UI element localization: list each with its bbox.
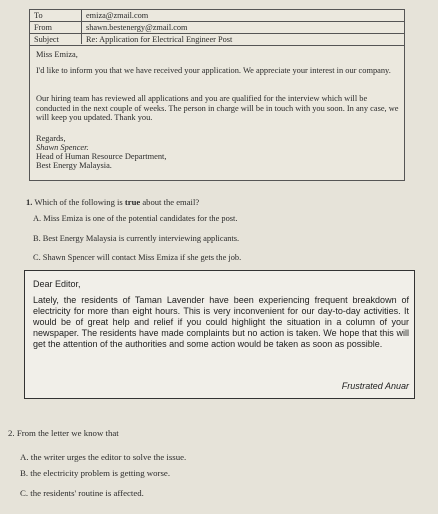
email-paragraph-1: I'd like to inform you that we have received your application. We appreciate your interest in our company. (36, 66, 391, 75)
question-1-text-before: Which of the following is (34, 197, 125, 207)
question-2 (8, 428, 119, 438)
question-1-text-after: about the email? (140, 197, 200, 207)
email-header (30, 10, 404, 46)
option-text: Best Energy Malaysia is currently interviewing applicants. (42, 234, 240, 243)
subject-value: Re: Application for Electrical Engineer Post (86, 35, 233, 44)
question-2-option-c[interactable] (20, 488, 144, 498)
question-1-option-c[interactable] (33, 253, 241, 262)
email-from-row (30, 22, 404, 34)
email-paragraph-2: Our hiring team has reviewed all applications and you are qualified for the interview which will be conducted in the next couple of weeks. The person in charge will be in touch with you soon. In any case, we will keep you updated. Thank you. (36, 94, 399, 123)
email-greeting: Miss Emiza, (36, 50, 78, 59)
from-value: shawn.bestenergy@zmail.com (86, 23, 188, 32)
email-sender-name: Shawn Spencer. (36, 143, 89, 152)
subject-label: Subject (34, 35, 59, 44)
question-1 (26, 197, 199, 207)
email-to-row (30, 10, 404, 22)
option-letter: A. (33, 214, 42, 223)
question-2-number: 2. (8, 428, 15, 438)
option-text: the electricity problem is getting worse. (30, 468, 171, 478)
option-text: Shawn Spencer will contact Miss Emiza if she gets the job. (42, 253, 242, 262)
from-label: From (34, 23, 52, 32)
question-1-emphasis: true (124, 197, 141, 207)
question-2-text: From the letter we know that (16, 428, 119, 438)
question-2-option-b[interactable] (20, 468, 170, 478)
to-value: emiza@zmail.com (86, 11, 149, 20)
question-1-option-a[interactable] (33, 214, 237, 223)
letter-box (24, 270, 415, 399)
email-box (29, 9, 405, 181)
question-2-option-a[interactable] (20, 452, 186, 462)
option-text: the residents' routine is affected. (30, 488, 144, 498)
email-closing: Regards, (36, 134, 66, 143)
option-letter: C. (33, 253, 41, 262)
option-text: the writer urges the editor to solve the issue. (30, 452, 187, 462)
option-letter: B. (33, 234, 41, 243)
letter-greeting: Dear Editor, (33, 279, 81, 289)
letter-signature: Frustrated Anuar (341, 381, 409, 391)
email-subject-row (30, 34, 404, 46)
email-sender-title: Head of Human Resource Department, (36, 152, 167, 161)
option-text: Miss Emiza is one of the potential candidates for the post. (43, 214, 238, 223)
option-letter: B. (20, 468, 29, 478)
option-letter: A. (20, 452, 29, 462)
letter-body: Lately, the residents of Taman Lavender have been experiencing frequent breakdown of electricity for more than eight hours. This is very inconvenient for our day-to-day activities. It would be of great help and relief if you could highlight the situation in a column of your newspaper. The residents have made complaints but no action is taken. We hope that this will get the attention of the authorities and some action would be taken as soon as possible. (33, 295, 409, 349)
to-label: To (34, 11, 43, 20)
option-letter: C. (20, 488, 29, 498)
question-1-option-b[interactable] (33, 234, 239, 243)
question-1-number: 1. (26, 197, 33, 207)
email-sender-company: Best Energy Malaysia. (36, 161, 112, 170)
